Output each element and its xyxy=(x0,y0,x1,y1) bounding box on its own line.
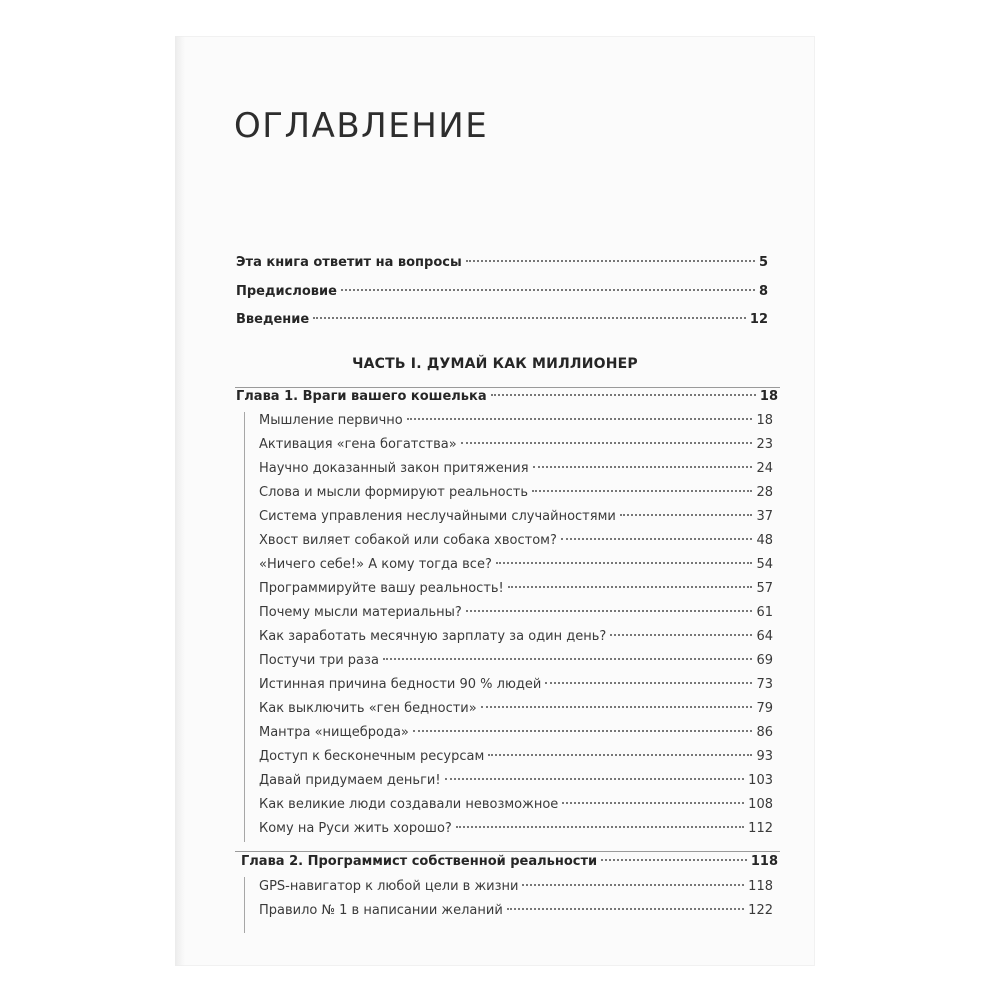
toc-subentry: Активация «гена богатства» 23 xyxy=(259,437,773,452)
toc-chapter-title: Глава 2. Программист собственной реальности xyxy=(241,854,598,869)
toc-entry-title: Введение xyxy=(236,312,310,327)
toc-subentry: Как великие люди создавали невозможное 108 xyxy=(259,797,773,812)
toc-chapter-2 xyxy=(241,854,778,876)
toc-chapter-title: Глава 1. Враги вашего кошелька xyxy=(236,389,487,404)
chapter-1-bar xyxy=(244,412,245,842)
toc-subentry: Как заработать месячную зарплату за один день? 64 xyxy=(259,629,773,644)
toc-entry-page: 12 xyxy=(749,312,768,327)
toc-chapter-1 xyxy=(236,389,778,411)
toc-subentry: Программируйте вашу реальность! 57 xyxy=(259,581,773,596)
dot-leader xyxy=(601,859,747,861)
toc-chapter-page: 18 xyxy=(759,389,778,404)
toc-subentry: Как выключить «ген бедности» 79 xyxy=(259,701,773,716)
toc-subentry: Слова и мысли формируют реальность 28 xyxy=(259,485,773,500)
toc-entry-intro-1 xyxy=(236,255,768,277)
toc-subentry: Давай придумаем деньги! 103 xyxy=(259,773,773,788)
toc-subentry: Научно доказанный закон притяжения 24 xyxy=(259,461,773,476)
page-title: ОГЛАВЛЕНИЕ xyxy=(234,106,489,146)
part-title: ЧАСТЬ I. ДУМАЙ КАК МИЛЛИОНЕР xyxy=(352,356,638,372)
book-page xyxy=(175,36,815,966)
dot-leader xyxy=(491,394,756,396)
toc-subentry: Истинная причина бедности 90 % людей 73 xyxy=(259,677,773,692)
toc-subentry: «Ничего себе!» А кому тогда все? 54 xyxy=(259,557,773,572)
toc-subentry: Правило № 1 в написании желаний 122 xyxy=(259,903,773,918)
toc-subentry: Система управления неслучайными случайностями 37 xyxy=(259,509,773,524)
chapter-2-bar xyxy=(244,877,245,933)
toc-entry-title: Предисловие xyxy=(236,284,337,299)
dot-leader xyxy=(313,317,746,319)
toc-entry-page: 5 xyxy=(758,255,768,270)
chapter-2-rule xyxy=(235,851,780,852)
toc-subentry: Мышление первично 18 xyxy=(259,413,773,428)
toc-entry-page: 8 xyxy=(758,284,768,299)
toc-entry-intro-2 xyxy=(236,284,768,306)
toc-entry-intro-3 xyxy=(236,312,768,334)
page-shadow xyxy=(175,36,185,966)
toc-subentry: Хвост виляет собакой или собака хвостом? 48 xyxy=(259,533,773,548)
chapter-1-rule xyxy=(235,387,780,388)
toc-chapter-page: 118 xyxy=(750,854,778,869)
toc-subentry: Постучи три раза 69 xyxy=(259,653,773,668)
toc-subentry: Почему мысли материальны? 61 xyxy=(259,605,773,620)
toc-subentry: GPS-навигатор к любой цели в жизни 118 xyxy=(259,879,773,894)
toc-subentry: Доступ к бесконечным ресурсам 93 xyxy=(259,749,773,764)
toc-subentry: Мантра «нищеброда» 86 xyxy=(259,725,773,740)
toc-entry-title: Эта книга ответит на вопросы xyxy=(236,255,462,270)
dot-leader xyxy=(341,289,755,291)
toc-subentry: Кому на Руси жить хорошо? 112 xyxy=(259,821,773,836)
dot-leader xyxy=(466,260,755,262)
